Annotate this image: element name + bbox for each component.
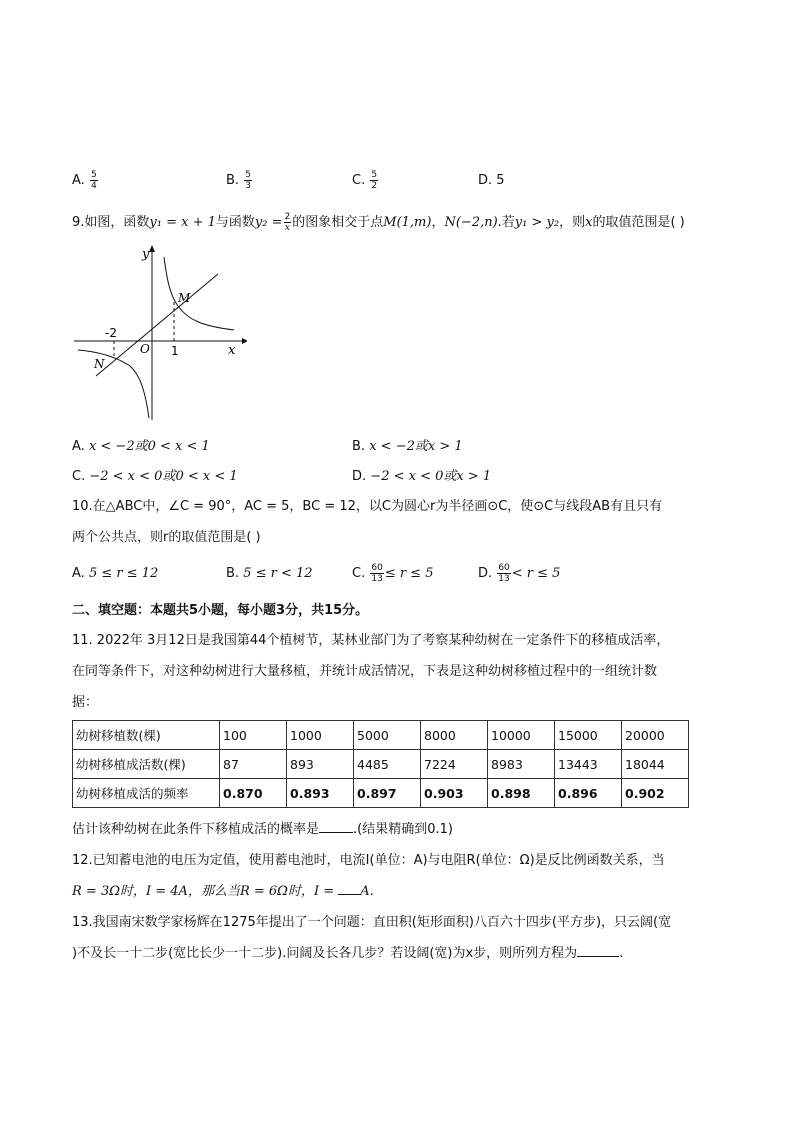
q9-option-c: C. −2 < x < 0或0 < x < 1 [72, 469, 238, 484]
table-cell: 20000 [622, 721, 689, 750]
table-cell: 0.896 [555, 779, 622, 808]
q13-stem-line2: )不及长一十二步(宽比长少一十二步).问阔及长各几步？若设阔(宽)为x步，则所列方程为 . [72, 946, 624, 961]
q8-option-c: C. $\frac{5}{2}$ [352, 170, 378, 191]
q8-a-fraction: $\frac{5}{4}$ [90, 170, 97, 191]
x-axis-arrow [242, 338, 247, 344]
answer-blank[interactable] [338, 882, 360, 895]
q10-stem-line2: 两个公共点，则r的取值范围是( ) [72, 530, 261, 545]
line-y1 [96, 274, 218, 376]
answer-blank[interactable] [319, 820, 353, 833]
hyperbola-branch-left [78, 350, 149, 418]
q8-b-fraction: $\frac{5}{3}$ [245, 170, 251, 191]
table-cell: 8983 [488, 750, 555, 779]
table-cell: 893 [287, 750, 354, 779]
q11-stem-line2: 在同等条件下，对这种幼树进行大量移植，并统计成活情况，下表是这种幼树移植过程中的一组统计数 [72, 664, 658, 679]
q8-option-b: B. $\frac{5}{3}$ [226, 170, 251, 191]
y-axis-arrow [149, 245, 155, 252]
table-row [73, 779, 689, 808]
q10-option-c: C. $\frac{60}{13}$ ≤ r ≤ 5 [352, 563, 434, 584]
q11-stem-line1: 11. 2022年 3月12日是我国第44个植树节，某林业部门为了考察某种幼树在一定条件下的移植成活率， [72, 633, 670, 648]
q8-option-a: A. $\frac{5}{4}$ [72, 170, 97, 191]
q10-option-d: D. $\frac{60}{13}$ < r ≤ 5 [478, 563, 561, 584]
table-cell: 5000 [354, 721, 421, 750]
q12-stem-line1: 12.已知蓄电池的电压为定值，使用蓄电池时，电流I(单位：A)与电阻R(单位：Ω)是反比例函数关系，当 [72, 853, 665, 868]
table-cell: 0.903 [421, 779, 488, 808]
table-cell: 18044 [622, 750, 689, 779]
graph-y-label: y [142, 247, 150, 262]
table-cell: 15000 [555, 721, 622, 750]
graph-origin-label: O [140, 342, 150, 356]
table-cell: 87 [220, 750, 287, 779]
table-cell: 10000 [488, 721, 555, 750]
table-row [73, 721, 689, 750]
q11-stem-line3: 据： [72, 695, 99, 710]
table-cell: 0.898 [488, 779, 555, 808]
table-header-cell: 幼树移植成活数(棵) [73, 750, 220, 779]
table-header-cell: 幼树移植数(棵) [73, 721, 220, 750]
q9-stem: 9.如图，函数y₁ = x + 1与函数y₂ = $\frac{2}{x}$ 的图象相交于点M(1,m)，N(−2,n).若y₁ > y₂，则x的取值范围是( ) [72, 212, 685, 233]
q9-option-a: A. x < −2或0 < x < 1 [72, 439, 210, 454]
graph-point-n: N [94, 357, 105, 371]
q9-graph [72, 240, 247, 422]
table-header-cell: 幼树移植成活的频率 [73, 779, 220, 808]
graph-x-label: x [228, 343, 236, 358]
table-cell: 8000 [421, 721, 488, 750]
graph-tick-1: 1 [171, 344, 179, 358]
table-row [73, 750, 689, 779]
q8-option-d: D. 5 [478, 173, 505, 188]
table-cell: 0.893 [287, 779, 354, 808]
table-cell: 7224 [421, 750, 488, 779]
graph-tick-neg2: -2 [105, 326, 117, 340]
q10-stem-line1: 10.在△ABC中，∠C = 90°，AC = 5，BC = 12，以C为圆心r为半径画⊙C，使⊙C与线段AB有且只有 [72, 499, 663, 514]
table-cell: 13443 [555, 750, 622, 779]
q9-option-d: D. −2 < x < 0或x > 1 [352, 469, 492, 484]
answer-blank[interactable] [577, 944, 619, 957]
q13-stem-line1: 13.我国南宋数学家杨辉在1275年提出了一个问题：直田积(矩形面积)八百六十四步(平方步)，只云阔(宽 [72, 915, 672, 930]
hyperbola-branch-right [164, 257, 234, 330]
table-cell: 0.902 [622, 779, 689, 808]
q10-option-a: A. 5 ≤ r ≤ 12 [72, 566, 159, 581]
section-2-heading: 二、填空题：本题共5小题，每小题3分，共15分。 [72, 603, 369, 618]
graph-point-m: M [178, 291, 191, 305]
q8-c-fraction: $\frac{5}{2}$ [371, 170, 378, 191]
table-cell: 1000 [287, 721, 354, 750]
q9-option-b: B. x < −2或x > 1 [352, 439, 463, 454]
table-cell: 4485 [354, 750, 421, 779]
q11-answer-line: 估计该种幼树在此条件下移植成活的概率是 .(结果精确到0.1) [72, 822, 453, 837]
q12-stem-line2: R = 3Ω时，I = 4A，那么当R = 6Ω时，I = A. [72, 884, 374, 899]
table-cell: 100 [220, 721, 287, 750]
q10-option-b: B. 5 ≤ r < 12 [226, 566, 313, 581]
table-cell: 0.897 [354, 779, 421, 808]
q11-stat-table [72, 720, 689, 808]
table-cell: 0.870 [220, 779, 287, 808]
